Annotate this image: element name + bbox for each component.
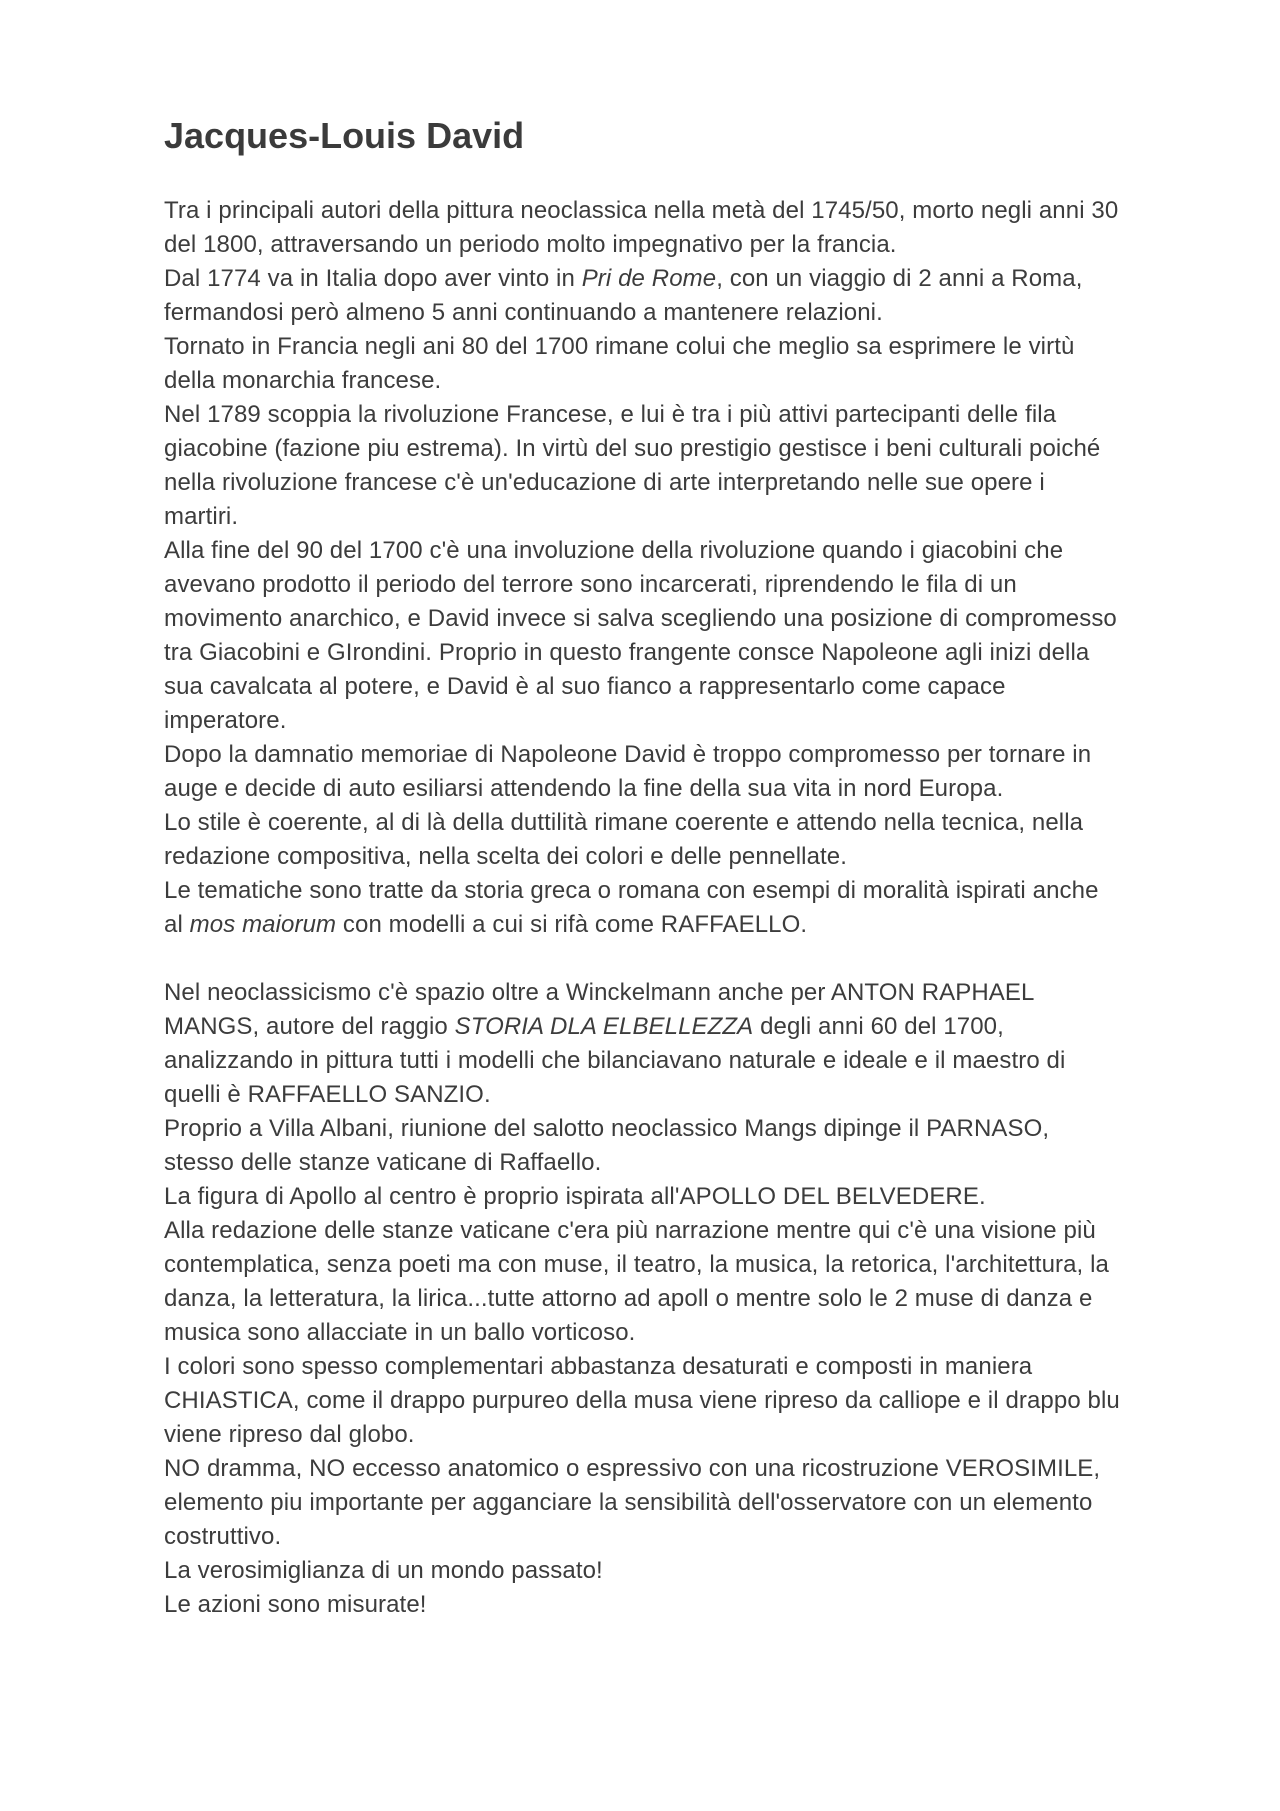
paragraph: Dopo la damnatio memoriae di Napoleone David è troppo compromesso per tornare in auge e decide di auto esiliarsi attendendo la fine della sua vita in nord Europa. (164, 741, 1092, 802)
paragraph: Nel 1789 scoppia la rivoluzione Francese, e lui è tra i più attivi partecipanti delle fila giacobine (fazione piu estrema). In virtù del suo prestigio gestisce i beni culturali poiché nella rivoluzione francese c'è un'educazione di arte interpretando nelle sue opere i martiri. (164, 401, 1101, 530)
paragraph: La figura di Apollo al centro è proprio ispirata all'APOLLO DEL BELVEDERE. (164, 1183, 986, 1210)
paragraph: Proprio a Villa Albani, riunione del salotto neoclassico Mangs dipinge il PARNASO, stesso delle stanze vaticane di Raffaello. (164, 1115, 1050, 1176)
italic-title: STORIA DLA ELBELLEZZA (454, 1013, 754, 1040)
paragraph (164, 976, 1124, 1112)
document-page (164, 112, 1124, 1622)
paragraph: Tra i principali autori della pittura neoclassica nella metà del 1745/50, morto negli anni 30 del 1800, attraversando un periodo molto impegnativo per la francia. (164, 197, 1119, 258)
paragraph: La verosimiglianza di un mondo passato! (164, 1557, 603, 1584)
paragraph: Alla fine del 90 del 1700 c'è una involuzione della rivoluzione quando i giacobini che avevano prodotto il periodo del terrore sono incarcerati, riprendendo le fila di un movimento anarchico, e David invece si salva scegliendo una posizione di compromesso tra Giacobini e GIrondini. Proprio in questo frangente consce Napoleone agli inizi della sua cavalcata al potere, e David è al suo fianco a rappresentarlo come capace imperatore. (164, 537, 1117, 734)
paragraph-text: Dal 1774 va in Italia dopo aver vinto in (164, 265, 582, 292)
italic-term: mos maiorum (189, 911, 337, 938)
paragraph (164, 262, 1124, 330)
paragraph (164, 874, 1124, 942)
paragraph: I colori sono spesso complementari abbastanza desaturati e composti in maniera CHIASTICA, come il drappo purpureo della musa viene ripreso da calliope e il drappo blu viene ripreso dal globo. (164, 1353, 1120, 1448)
italic-title: Pri de Rome (581, 265, 717, 292)
paragraph-text: Nel neoclassicismo c'è spazio oltre a Winckelmann anche per ANTON RAPHAEL MANGS, autore del raggio (164, 979, 1034, 1040)
section-david (164, 194, 1124, 942)
page-title: Jacques-Louis David (164, 115, 525, 156)
section-mangs (164, 976, 1124, 1622)
blank-line (164, 942, 1124, 976)
paragraph-text: degli anni 60 del 1700, analizzando in pittura tutti i modelli che bilanciavano naturale e ideale e il maestro di quelli è RAFFAELLO SANZIO. (164, 1013, 1066, 1108)
paragraph-text: , con un viaggio di 2 anni a Roma, fermandosi però almeno 5 anni continuando a mantenere relazioni. (164, 265, 1083, 326)
paragraph: Le azioni sono misurate! (164, 1591, 427, 1618)
paragraph-text: Le tematiche sono tratte da storia greca o romana con esempi di moralità ispirati anche al (164, 877, 1099, 938)
paragraph: Lo stile è coerente, al di là della duttilità rimane coerente e attendo nella tecnica, nella redazione compositiva, nella scelta dei colori e delle pennellate. (164, 809, 1084, 870)
paragraph: Tornato in Francia negli ani 80 del 1700 rimane colui che meglio sa esprimere le virtù della monarchia francese. (164, 333, 1075, 394)
paragraph: Alla redazione delle stanze vaticane c'era più narrazione mentre qui c'è una visione più contemplatica, senza poeti ma con muse, il teatro, la musica, la retorica, l'architettura, la danza, la letteratura, la lirica...tutte attorno ad apoll o mentre solo le 2 muse di danza e musica sono allacciate in un ballo vorticoso. (164, 1217, 1109, 1346)
paragraph: NO dramma, NO eccesso anatomico o espressivo con una ricostruzione VEROSIMILE, elemento piu importante per agganciare la sensibilità dell'osservatore con un elemento costruttivo. (164, 1455, 1101, 1550)
paragraph-text: con modelli a cui si rifà come RAFFAELLO. (336, 911, 808, 938)
